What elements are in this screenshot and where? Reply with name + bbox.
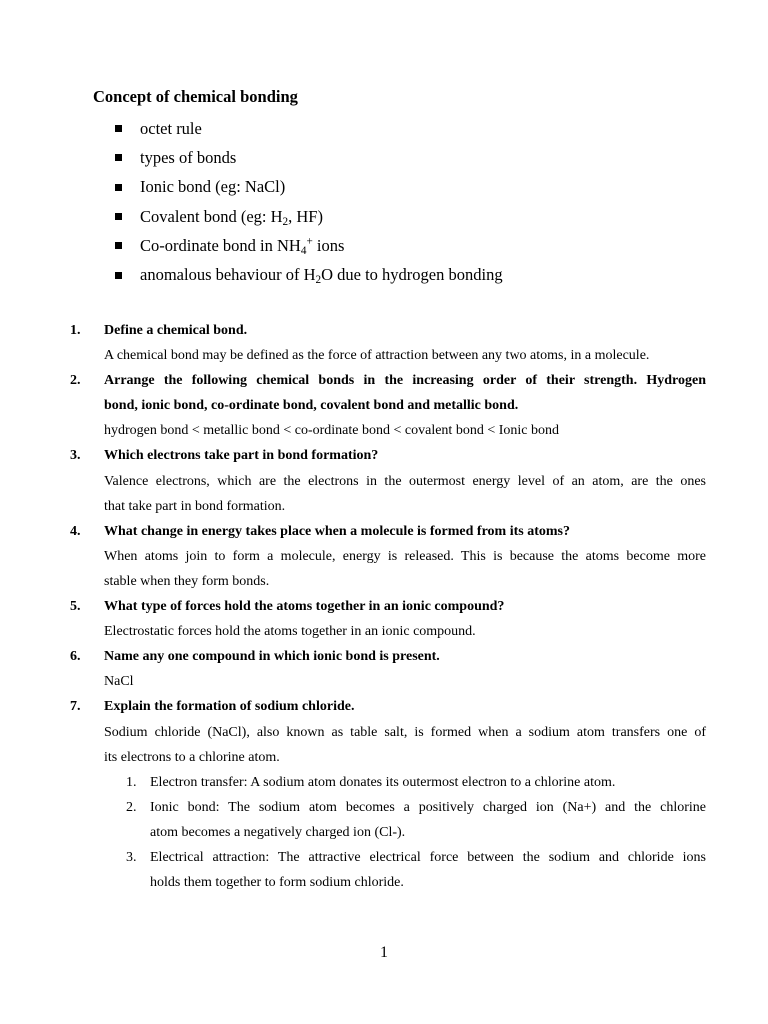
page-number: 1	[380, 944, 388, 961]
answer-text: When atoms join to form a molecule, energy is released. This is because the atoms become more	[104, 548, 706, 564]
topic-text-part: Co-ordinate bond in NH	[140, 235, 301, 255]
square-bullet-icon	[115, 154, 122, 161]
step-line	[70, 820, 710, 845]
question-line	[70, 443, 710, 468]
subscript: 4	[300, 244, 307, 257]
subscript: 2	[315, 274, 322, 287]
square-bullet-icon	[115, 272, 122, 279]
answer-line	[70, 343, 710, 368]
answer-line	[70, 745, 710, 770]
topic-item	[113, 260, 713, 289]
square-bullet-icon	[115, 184, 122, 191]
step-text: Electron transfer: A sodium atom donates its outermost electron to a chlorine atom.	[150, 774, 616, 790]
subscript: 2	[282, 215, 289, 228]
topic-item	[113, 173, 713, 202]
answer-line	[70, 619, 710, 644]
answer-line	[70, 494, 710, 519]
question-text: What type of forces hold the atoms together in an ionic compound?	[104, 599, 505, 615]
answer-text: that take part in bond formation.	[104, 498, 286, 514]
step-text: Ionic bond: The sodium atom becomes a positively charged ion (Na+) and the chlorine	[150, 799, 706, 815]
question-number: 5.	[70, 599, 81, 615]
answer-text: its electrons to a chlorine atom.	[104, 749, 280, 765]
topic-item	[113, 114, 713, 143]
square-bullet-icon	[115, 242, 122, 249]
question-number: 6.	[70, 649, 81, 665]
answer-text: Valence electrons, which are the electrons in the outermost energy level of an atom, are the ones	[104, 473, 706, 489]
answer-text: NaCl	[104, 674, 134, 690]
answer-line	[70, 569, 710, 594]
question-number: 4.	[70, 523, 81, 539]
step-number: 3.	[126, 849, 137, 865]
answer-line	[70, 418, 710, 443]
question-line	[70, 644, 710, 669]
question-number: 1.	[70, 323, 81, 338]
step-line	[70, 770, 710, 795]
topic-text-part: O due to hydrogen bonding	[321, 265, 503, 285]
superscript: +	[306, 235, 313, 248]
answer-text: Sodium chloride (NaCl), also known as table salt, is formed when a sodium atom transfers one of	[104, 724, 706, 740]
question-line	[70, 594, 710, 619]
topic-item	[113, 202, 713, 231]
question-text: Arrange the following chemical bonds in the increasing order of their strength. Hydrogen	[104, 373, 706, 389]
section-heading: Concept of chemical bonding	[93, 87, 298, 106]
step-number: 2.	[126, 799, 137, 815]
question-line	[70, 368, 710, 393]
question-answer-list	[70, 318, 710, 895]
answer-text: Electrostatic forces hold the atoms together in an ionic compound.	[104, 624, 476, 640]
topic-text	[140, 265, 503, 285]
topic-list	[113, 114, 713, 290]
answer-line	[70, 669, 710, 694]
step-text: atom becomes a negatively charged ion (Cl-).	[150, 824, 406, 840]
question-text: What change in energy takes place when a molecule is formed from its atoms?	[104, 523, 570, 539]
question-text: Which electrons take part in bond formation?	[104, 448, 379, 464]
question-line	[70, 694, 710, 719]
step-line	[70, 795, 710, 820]
step-text: holds them together to form sodium chloride.	[150, 875, 404, 891]
square-bullet-icon	[115, 213, 122, 220]
topic-text-part: , HF)	[288, 206, 323, 226]
question-text: Name any one compound in which ionic bond is present.	[104, 649, 440, 665]
square-bullet-icon	[115, 125, 122, 132]
question-line	[70, 318, 710, 343]
topic-text-part: ions	[312, 235, 345, 255]
topic-text-part: anomalous behaviour of H	[140, 265, 316, 285]
question-text: Define a chemical bond.	[104, 323, 248, 338]
answer-line	[70, 469, 710, 494]
question-number: 3.	[70, 448, 81, 464]
topic-text: types of bonds	[140, 147, 237, 167]
answer-line	[70, 720, 710, 745]
question-text: bond, ionic bond, co-ordinate bond, covalent bond and metallic bond.	[104, 398, 519, 414]
topic-text	[140, 236, 344, 256]
topic-item	[113, 143, 713, 172]
answer-line	[70, 544, 710, 569]
question-number: 7.	[70, 699, 81, 715]
question-line	[70, 393, 710, 418]
topic-text: Ionic bond (eg: NaCl)	[140, 177, 286, 197]
topic-text	[140, 207, 323, 227]
answer-text: hydrogen bond < metallic bond < co-ordinate bond < covalent bond < Ionic bond	[104, 423, 559, 439]
topic-text: octet rule	[140, 118, 202, 138]
question-line	[70, 519, 710, 544]
step-line	[70, 845, 710, 870]
topic-item	[113, 231, 713, 260]
answer-text: stable when they form bonds.	[104, 573, 270, 589]
question-text: Explain the formation of sodium chloride.	[104, 699, 355, 715]
question-number: 2.	[70, 373, 81, 389]
step-text: Electrical attraction: The attractive electrical force between the sodium and chloride ions	[150, 849, 706, 865]
step-number: 1.	[126, 774, 137, 790]
step-line	[70, 870, 710, 895]
topic-text-part: Covalent bond (eg: H	[140, 206, 283, 226]
answer-text: A chemical bond may be defined as the force of attraction between any two atoms, in a molecule.	[104, 348, 650, 364]
